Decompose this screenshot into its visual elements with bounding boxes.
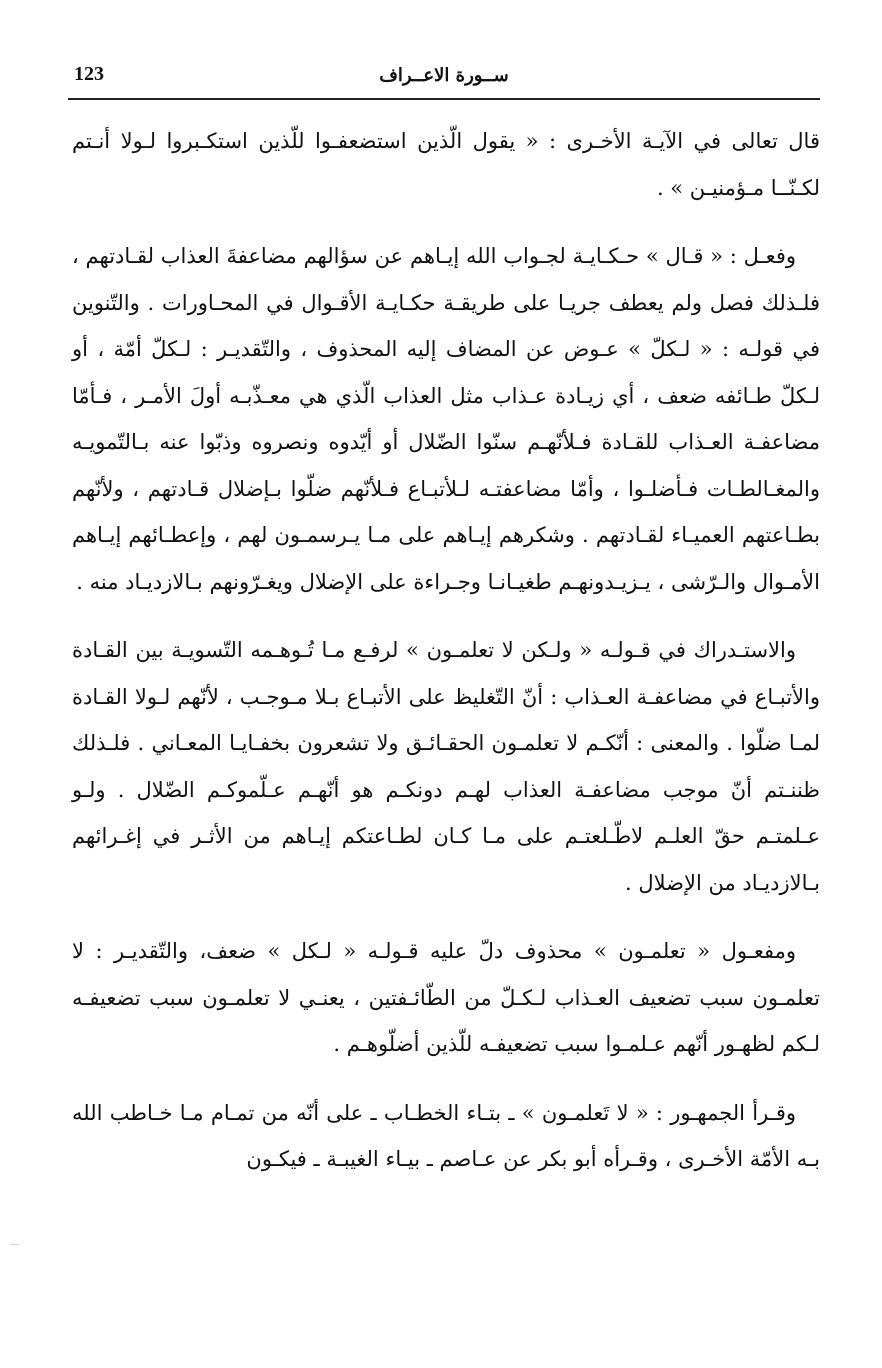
scan-speck bbox=[10, 1244, 20, 1245]
paragraph-1: قال تعالى في الآيـة الأخـرى : « يقول الّذين استضعفـوا للّذين استكـبروا لـولا أنـتم لكـنّــا مـؤمنيـن » . bbox=[72, 129, 820, 200]
page-body bbox=[72, 118, 820, 1183]
paragraph-4: ومفعـول « تعلمـون » محذوف دلّ عليه قـولـه « لـكل » ضعف، والتّقديـر : لا تعلمـون سبب تضعيف العـذاب لـكـلّ من الطّائـفتين ، يعنـي لا تعلمـون سبب تضعيفـه لـكم لظهـور أنّهم عـلمـوا سبب تضعيفـه للّذين أضلّوهـم . bbox=[72, 939, 820, 1056]
running-title: ســورة الاعــراف bbox=[379, 65, 509, 86]
page-number: 123 bbox=[74, 63, 104, 85]
page-header bbox=[68, 60, 820, 100]
paragraph-2: وفعـل : « قـال » حـكـايـة لجـواب الله إيـاهم عن سؤالهم مضاعفةَ العذاب لقـادتهم ، فلـذلك فصل ولم يعطف جريـا على طريقـة حكـايـة الأقـوال في المحـاورات . والتّنوين في قولـه : « لـكلّ » عـوض عن المضاف إليه المحذوف ، والتّقديـر : لـكلّ أمّة ، أو لـكلّ طـائفه ضعف ، أي زيـادة عـذاب مثل العذاب الّذي هي معـذّبـه أولَ الأمـر ، فـأمّا مضاعفـة العـذاب للقـادة فـلأنّهـم سنّوا الضّلال أو أيّدوه ونصروه وذبّوا عنه بـالتّمويـه والمغـالطـات فـأضلـوا ، وأمّا مضاعفتـه لـلأتبـاع فـلأنّهم ضلّوا بـإضلال قـادتهم ، ولأنّهم بطـاعتهم العميـاء لقـادتهم . وشكرهم إيـاهم على مـا يـرسمـون لهم ، وإعطـائهم إيـاهم الأمـوال والـرّشى ، يـزيـدونهـم طغيـانـا وجـراءة على الإضلال ويغـرّونهم بـالازديـاد منه . bbox=[72, 244, 820, 594]
paragraph-3: والاستـدراك في قـولـه « ولـكن لا تعلمـون » لرفـع مـا تُـوهـمه التّسويـة بين القـادة والأتبـاع في مضاعفـة العـذاب : أنّ التّغليظ على الأتبـاع بـلا مـوجـب ، لأنّهم لـولا القـادة لمـا ضلّوا . والمعنى : أنّكـم لا تعلمـون الحقـائـق ولا تشعرون بخفـايـا المعـاني . فلـذلك ظننـتم أنّ موجب مضاعفـة العذاب لهـم دونكـم هو أنّهـم عـلّموكـم الضّلال . ولـو عـلمتـم حقّ العلـم لاطّـلعتـم على مـا كـان لطـاعتكم إيـاهم من الأثـر في إغـرائهم بـالازديـاد من الإضلال . bbox=[72, 638, 820, 895]
paragraph-5: وقـرأ الجمهـور : « لا تَعلمـون » ـ بتـاء الخطـاب ـ على أنّه من تمـام مـا خـاطب الله بـه الأمّة الأخـرى ، وقـرأه أبو بكر عن عـاصم ـ بيـاء الغيبـة ـ فيكـون bbox=[72, 1100, 820, 1171]
